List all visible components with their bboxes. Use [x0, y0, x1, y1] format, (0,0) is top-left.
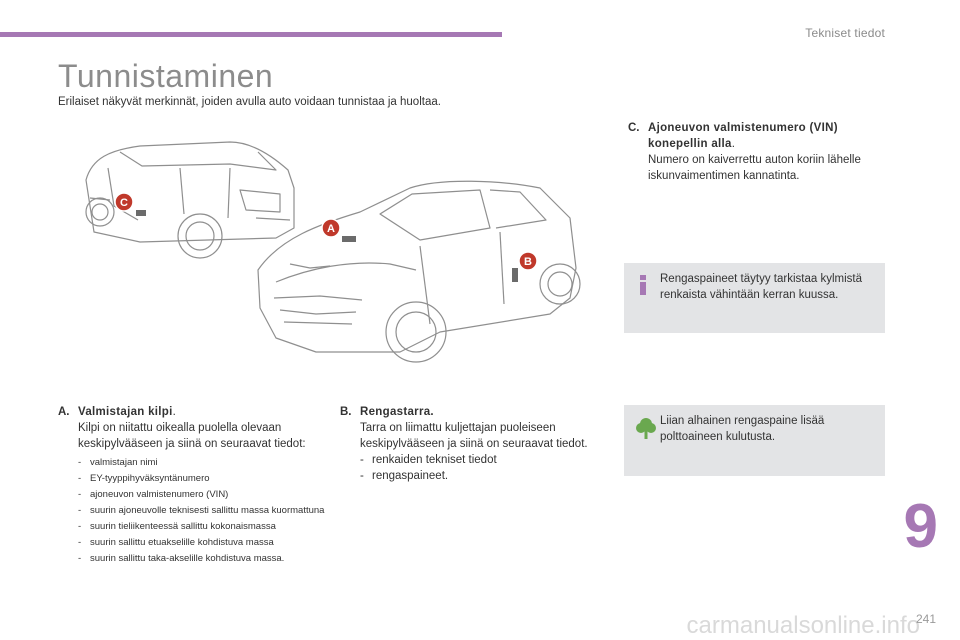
front-car-drawing — [136, 181, 580, 362]
info-note-box — [624, 263, 885, 333]
page-title: Tunnistaminen — [58, 58, 274, 94]
watermark: carmanualsonline.info — [686, 612, 920, 639]
section-b-text: Tarra on liimattu kuljettajan puoleiseen keskipylvääseen ja siinä on seuraavat tiedot. — [360, 422, 588, 450]
chapter-number: 9 — [903, 492, 938, 561]
section-a-letter: A. — [58, 406, 70, 418]
marker-a — [322, 219, 340, 237]
section-c-heading-suffix: . — [731, 138, 735, 150]
list-item: - ajoneuvon valmistenumero (VIN) — [78, 487, 328, 503]
list-item: - valmistajan nimi — [78, 455, 328, 471]
marker-c — [115, 193, 133, 211]
list-item: - suurin sallittu etuakselille kohdistuva massa — [78, 535, 328, 551]
section-a-heading-suffix: . — [172, 406, 176, 418]
section-b-letter: B. — [340, 406, 352, 418]
header-accent-bar — [0, 32, 502, 37]
list-item: - EY-tyyppihyväksyntänumero — [78, 471, 328, 487]
chapter-title: Tekniset tiedot — [805, 26, 885, 40]
section-vin-under-bonnet — [628, 120, 888, 184]
list-item: - suurin sallittu taka-akselille kohdistuva massa. — [78, 551, 328, 567]
section-tyre-label — [340, 404, 600, 484]
section-a-text: Kilpi on niitattu oikealla puolella olevaan keskipylvääseen ja siinä on seuraavat tiedot: — [78, 422, 306, 450]
page-number: 241 — [915, 612, 936, 626]
svg-text:A: A — [327, 223, 335, 235]
eco-tree-icon — [636, 417, 656, 439]
list-item: - rengaspaineet. — [360, 468, 600, 484]
section-manufacturer-plate — [58, 404, 328, 567]
section-a-heading: Valmistajan kilpi — [78, 406, 173, 418]
svg-text:B: B — [524, 256, 532, 268]
section-a-list — [78, 455, 328, 567]
section-b-heading: Rengastarra. — [360, 406, 434, 418]
marker-b — [519, 252, 537, 270]
section-c-letter: C. — [628, 122, 640, 134]
eco-note-text: Liian alhainen rengaspaine lisää polttoaineen kulutusta. — [660, 415, 825, 443]
list-item: - suurin ajoneuvolle teknisesti sallittu massa kuormattuna — [78, 503, 328, 519]
section-c-text: Numero on kaiverrettu auton koriin lähelle iskunvaimentimen kannatinta. — [648, 154, 861, 182]
intro-text: Erilaiset näkyvät merkinnät, joiden avulla auto voidaan tunnistaa ja huoltaa. — [58, 96, 441, 108]
info-note-text: Rengaspaineet täytyy tarkistaa kylmistä renkaista vähintään kerran kuussa. — [660, 273, 862, 301]
list-item: - suurin tieliikenteessä sallittu kokonaismassa — [78, 519, 328, 535]
list-item: - renkaiden tekniset tiedot — [360, 452, 600, 468]
section-c-heading: Ajoneuvon valmistenumero (VIN) konepellin alla — [648, 122, 838, 150]
svg-text:C: C — [120, 197, 128, 209]
car-illustration — [80, 128, 600, 390]
section-b-list — [360, 452, 600, 484]
info-icon — [636, 275, 650, 295]
eco-note-box — [624, 405, 885, 476]
